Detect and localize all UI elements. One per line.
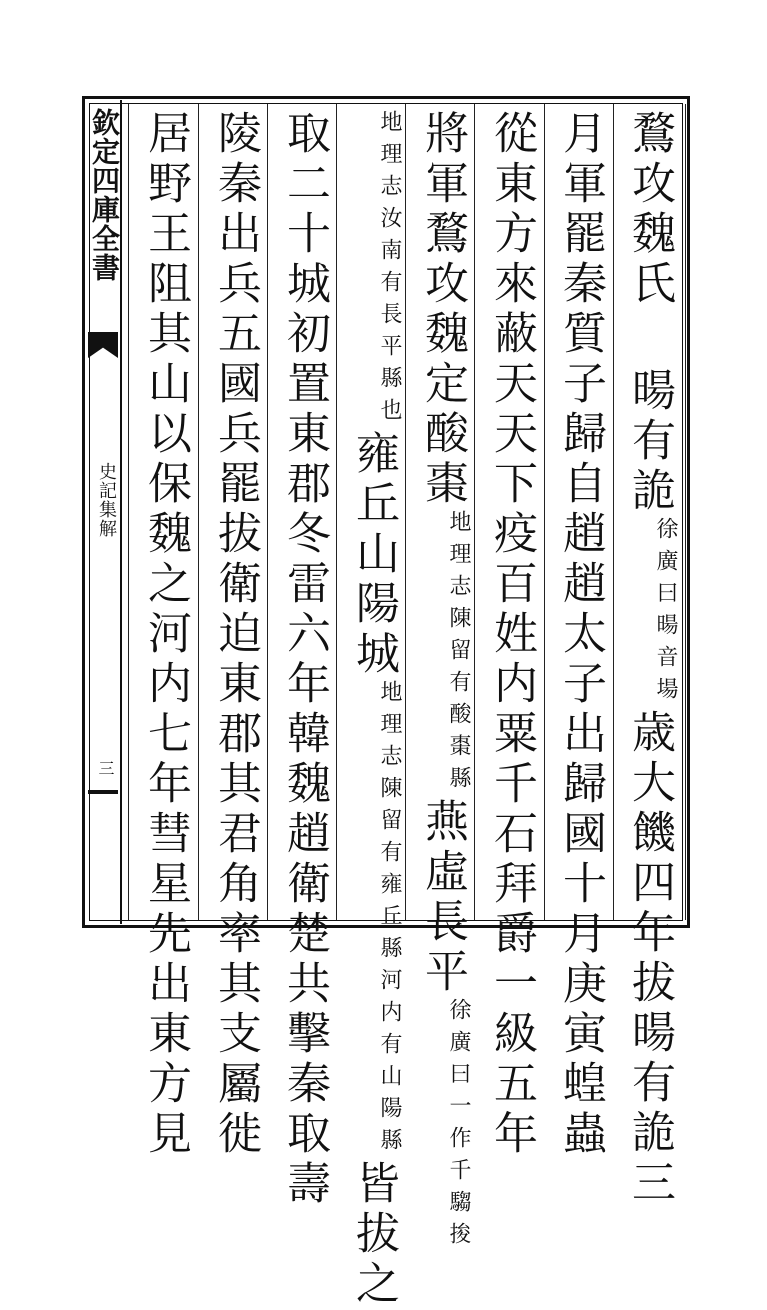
text-column-3 (480, 110, 542, 1160)
commentary-note: 地理志陳留有雍丘縣河内有山陽縣 (377, 680, 402, 1160)
main-text: 月軍罷秦質子歸自趙趙太子出歸國十月庚寅蝗蟲 (555, 110, 606, 1160)
column-rule (128, 104, 129, 920)
main-text: 燕虛長平 (417, 798, 468, 998)
commentary-note: 地理志陳留有酸棗縣 (446, 510, 471, 798)
main-text: 從東方來蔽天天下疫百姓内粟千石拜爵一級五年 (486, 110, 537, 1160)
main-text: 歳大饑四年拔暘有詭三 (624, 709, 675, 1209)
column-rule (613, 104, 614, 920)
column-rule (685, 104, 686, 920)
main-text: 皆拔之 (348, 1160, 399, 1310)
main-text: 雍丘山陽城 (348, 430, 399, 680)
main-text: 將軍鶩攻魏定酸棗 (417, 110, 468, 510)
commentary-note: 地理志汝南有長平縣也 (377, 110, 402, 430)
column-rule (198, 104, 199, 920)
column-rule (267, 104, 268, 920)
main-text: 居野王阻其山以保魏之河内七年彗星先出東方見 (140, 110, 191, 1160)
text-column-4 (411, 110, 473, 1254)
text-column-1 (618, 110, 680, 1209)
book-title: 欽定四庫全書 (88, 108, 121, 282)
fish-tail-bottom-mark (88, 790, 118, 794)
main-text: 陵秦出兵五國兵罷拔衛迫東郡其君角率其支屬徙 (210, 110, 261, 1160)
text-column-2 (549, 110, 611, 1160)
commentary-note: 徐廣曰一作千騶捘 (446, 998, 471, 1254)
text-column-5 (342, 110, 404, 1310)
text-column-7 (204, 110, 266, 1160)
section-title: 史記集解 (96, 462, 117, 538)
text-column-6 (273, 110, 335, 1210)
main-text: 取二十城初置東郡冬雷六年韓魏趙衛楚共擊秦取壽 (279, 110, 330, 1210)
column-rule (544, 104, 545, 920)
column-rule (336, 104, 337, 920)
column-rule (474, 104, 475, 920)
text-columns (128, 104, 686, 1310)
commentary-note: 徐廣曰暘音場 (653, 517, 678, 709)
main-text: 鶩攻魏氏 暘有詭 (624, 110, 675, 517)
text-column-8 (134, 110, 196, 1160)
column-rule (405, 104, 406, 920)
page-number: 三 (96, 760, 115, 777)
